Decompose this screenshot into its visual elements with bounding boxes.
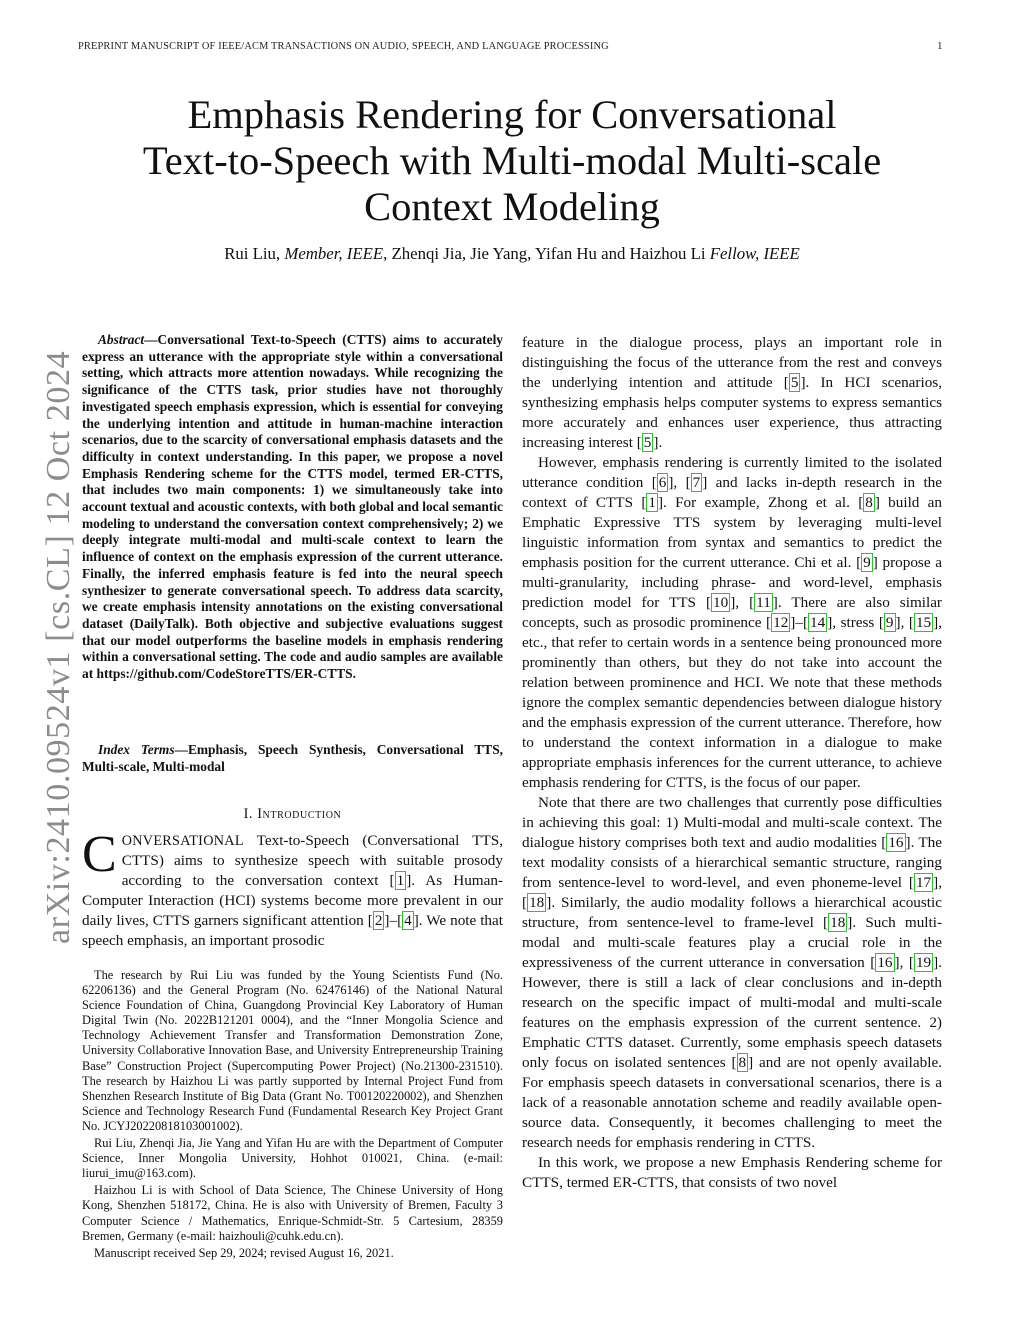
abstract [82,332,503,683]
index-terms-text: —Emphasis, Speech Synthesis, Conversational TTS, Multi-scale, Multi-modal [82,742,503,774]
citation-link[interactable]: 6 [658,474,667,491]
title-line-1: Emphasis Rendering for Conversational [187,92,837,137]
authors-rest: , Zhenqi Jia, Jie Yang, Yifan Hu and Haizhou Li [383,244,706,263]
title-line-3: Context Modeling [364,184,660,229]
paragraph: feature in the dialogue process, plays an important role in distinguishing the focus of the utterance from the rest and conveys the underlying intention and attitude [ 5 ]. In HCI scenarios, synthesizing emphasis helps computer systems to express semantics more accurately and enhances user experience, thus attracting increasing interest [ 5 ]. [522,334,942,451]
citation-link[interactable]: 5 [643,434,652,451]
abstract-label: Abstract [98,332,145,347]
text: . [658,434,663,451]
citation-link[interactable]: 9 [863,554,871,571]
intro-text-b: . As Human-Computer Interaction (HCI) systems become more prevalent in our daily lives, CTTS garners significant attention [82,872,503,929]
abstract-text: —Conversational Text-to-Speech (CTTS) aims to accurately express an utterance with the appropriate style within a conversational setting, which attracts more attention nowadays. While recognizing the significance of the CTTS task, prior studies have not thoroughly investigated speech emphasis expression, which is essential for conveying the underlying intention and attitude in human-machine interaction scenarios, due to the scarcity of conversational emphasis datasets and the difficulty in context understanding. In this paper, we propose a novel Emphasis Rendering scheme for the CTTS model, termed ER-CTTS, that includes two main components: 1) we simultaneously take into account textual and acoustic contexts, with both global and local semantic modeling to understand the conversation context comprehensively; 2) we deeply integrate multi-modal and multi-scale context to learn the influence of context on the emphasis expression of the current utterance. Finally, the inferred emphasis feature is fed into the neural speech synthesizer to generate conversational speech. To address data scarcity, we create emphasis intensity annotations on the existing conversational dataset (DailyTalk). Both objective and subjective evaluations suggest that our model outperforms the baseline models in emphasis rendering within a conversational setting. The code and audio samples are available at https://github.com/CodeStoreTTS/ER-CTTS. [82,332,503,682]
author-1-role: Member, IEEE [284,244,384,263]
intro-smallcaps: ONVERSATIONAL [121,833,244,849]
text: build an Emphatic Expressive TTS system by leveraging multi-level linguistic information from syntax and semantics to predict the emphasis position for the current utterance. Chi et al. [522,494,943,571]
text: , etc., that refer to certain words in a sentence being pronounced more prominently than others, but they do not take into account the relation between prominence and HCI. We note that these methods ignore the complex semantic dependencies between dialogue history and the emphasis expression of the current utterance. Therefore, how to understand the context information in a dialogue to make appropriate emphasis inferences for the current utterance, to achieve emphasis rendering for CTTS, is the focus of our paper. [522,614,942,791]
text: Note that there are two challenges that currently pose difficulties in achieving this goal: 1) Multi-modal and multi-scale context. The dialogue history comprises both text and audio modalities [522,794,942,851]
text: . For example, Zhong et al. [663,494,859,511]
citation-link[interactable]: 2 [374,912,383,929]
text: , [735,594,750,611]
intro-text-a: Text-to-Speech (Conversational TTS, CTTS) aims to synthesize speech with suitable prosody according to the conversation context [121,832,503,889]
citation-link[interactable]: 8 [738,1054,747,1071]
intro-text-d: . We note that speech emphasis, an important prosodic [82,912,503,949]
citation-link[interactable]: 10 [713,594,729,611]
paragraph: Note that there are two challenges that currently pose difficulties in achieving this goal: 1) Multi-modal and multi-scale context. The dialogue history comprises both text and audio modalities [ 16 ]. The text modality consists of a hierarchical semantic structure, ranging from sentence-level to word-level, and even phoneme-level [ 17 ], [ 18 ]. Similarly, the audio modality follows a hierarchical acoustic structure, from sentence-level to frame-level [ 18 ]. Such multi-modal and multi-scale features play a crucial role in the expressiveness of the current utterance in conversation [ 16 ], [ 19 ]. However, there is still a lack of clear conclusions and in-depth research on the specific impact of multi-modal and multi-scale features on the emphasis expression of the current sentence. 2) Emphatic CTTS dataset. Currently, some emphasis speech datasets only focus on isolated sentences [ 8 ] and are not openly available. For emphasis speech datasets in conversational scenarios, there is a lack of a reasonable annotation scheme and readily available open-source data. Consequently, it becomes challenging to meet the research needs for emphasis rendering in CTTS. [522,794,943,1151]
citation-link[interactable]: 5 [790,374,799,391]
citation-link[interactable]: 12 [773,614,789,631]
text: , stress [832,614,879,631]
citation-link[interactable]: 1 [396,872,405,889]
drop-cap: C [82,826,117,883]
last-author-role: Fellow, IEEE [709,244,800,263]
paper-title [100,92,924,230]
intro-text-c: – [389,912,398,929]
text: , [900,614,909,631]
citation-link[interactable]: 4 [404,912,412,929]
section-title: Introduction [257,806,342,822]
text: . The text modality consists of a hierarchical semantic structure, ranging from sentence-level to word-level, and even phoneme-level [522,834,943,891]
index-terms-label: Index Terms [98,742,175,757]
running-header: PREPRINT MANUSCRIPT OF IEEE/ACM TRANSACTIONS ON AUDIO, SPEECH, AND LANGUAGE PROCESSING [78,41,609,52]
citation-link[interactable]: 1 [648,494,656,511]
text: . Such multi-modal and multi-scale features play a crucial role in the expressiveness of the current utterance in conversation [522,914,943,971]
text: However, emphasis rendering is currently limited to the isolated utterance condition [522,454,942,491]
author-list [100,244,924,264]
citation-link[interactable]: 18 [830,914,846,931]
text: and lacks in-depth research in the context of CTTS [522,474,942,511]
text: – [795,614,803,631]
text: . However, there is still a lack of clear conclusions and in-depth research on the specific impact of multi-modal and multi-scale features on the emphasis expression of the current sentence. 2) Emphatic CTTS dataset. Currently, some emphasis speech datasets only focus on isolated sentences [522,954,942,1071]
citation-link[interactable]: 14 [810,614,826,631]
right-column-text [522,333,942,1193]
paragraph: However, emphasis rendering is currently limited to the isolated utterance condition [ 6 ], [ 7 ] and lacks in-depth research in the context of CTTS [ 1 ]. For example, Zhong et al. [ 8 ] build an Emphatic Expressive TTS system by leveraging multi-level linguistic information from syntax and semantics to predict the emphasis position for the current utterance. Chi et al. [ 9 ] propose a multi-granularity, including phrase- and word-level, emphasis prediction model for TTS [ 10 ], [ 11 ]. There are also similar concepts, such as prosodic prominence [ 12 ]–[ 14 ], stress [ 9 ], [ 15 ], etc., that refer to certain words in a sentence being pronounced more prominently than others, but they do not take into account the relation between prominence and HCI. We note that these methods ignore the complex semantic dependencies between dialogue history and the emphasis expression of the current utterance. Therefore, how to understand the context information in a dialogue to make appropriate emphasis inferences for the current utterance, to achieve emphasis rendering for CTTS, is the focus of our paper. [522,454,943,791]
text: . There are also similar concepts, such as prosodic prominence [522,594,942,631]
footnote-manuscript-dates: Manuscript received Sep 29, 2024; revised August 16, 2021. [94,1245,394,1260]
index-terms [82,742,503,775]
citation-link[interactable]: 8 [865,494,873,511]
citation-link[interactable]: 18 [529,894,545,911]
citation-link[interactable]: 11 [756,594,771,611]
arxiv-stamp: arXiv:2410.09524v1 [cs.CL] 12 Oct 2024 [40,350,77,944]
footnotes [82,968,503,1263]
text: , [899,954,909,971]
footnote-affiliation-1: Rui Liu, Zhenqi Jia, Jie Yang and Yifan Hu are with the Department of Computer Science, Inner Mongolia University, Hohhot 010021, China. (e-mail: liurui_imu@163.com). [82,1136,503,1181]
section-heading-introduction [82,806,503,823]
title-line-2: Text-to-Speech with Multi-modal Multi-scale [142,138,882,183]
citation-link[interactable]: 16 [877,954,893,971]
citation-link[interactable]: 15 [915,614,932,631]
author-1: Rui Liu, [224,244,281,263]
citation-link[interactable]: 9 [885,614,894,631]
page-number: 1 [937,40,943,52]
text: feature in the dialogue process, plays an important role in distinguishing the focus of the utterance from the rest and conveys the underlying intention and attitude [522,334,942,391]
text: . Similarly, the audio modality follows a hierarchical acoustic structure, from sentence-level to frame-level [522,894,942,931]
text: . In HCI scenarios, synthesizing emphasis helps computer systems to express semantics more accurately and enhances user experience, thus attracting increasing interest [522,374,942,451]
text: , [938,874,942,891]
citation-link[interactable]: 19 [915,954,932,971]
text: propose a multi-granularity, including phrase- and word-level, emphasis prediction model for TTS [522,554,943,611]
footnote-affiliation-2: Haizhou Li is with School of Data Science, The Chinese University of Hong Kong, Shenzhen 518172, China. He is also with University of Bremen, Faculty 3 Computer Science / Mathematics, Enrique-Schmidt-Str. 5 Cartesium, 28359 Bremen, Germany (e-mail: haizhouli@cuhk.edu.cn). [82,1183,503,1243]
citation-link[interactable]: 7 [692,474,701,491]
text: and are not openly available. For emphasis speech datasets in conversational scenarios, there is a lack of a reasonable annotation scheme and readily available open-source data. Consequently, it becomes challenging to meet the research needs for emphasis rendering in CTTS. [522,1054,942,1151]
section-number: I. [243,806,254,822]
citation-link[interactable]: 17 [915,874,932,891]
citation-link[interactable]: 16 [888,834,904,851]
footnote-funding: The research by Rui Liu was funded by the Young Scientists Fund (No. 62206136) and the General Program (No. 62476146) of the National Natural Science Foundation of China, Guangdong Provincial Key Laboratory of Human Digital Twin (No. 2022B121201 0004), and the “Inner Mongolia Science and Technology Achievement Transfer and Transformation Demonstration Zone, University Collaborative Innovation Base, and University Entrepreneurship Training Base” Construction Project (Supercomputing Power Project) (No.21300-231510). The research by Haizhou Li was partly supported by Internal Project Fund from Shenzhen Research Institute of Big Data (Grant No. T00120220002), and Shenzhen Science and Technology Research Fund (Fundamental Research Key Project Grant No. JCYJ20220818103001002). [82,968,503,1133]
text: , [673,474,686,491]
paragraph: In this work, we propose a new Emphasis Rendering scheme for CTTS, termed ER-CTTS, that consists of two novel [522,1154,942,1191]
intro-paragraph: CONVERSATIONAL Text-to-Speech (Conversational TTS, CTTS) aims to synthesize speech with suitable prosody according to the conversation context [ 1 ]. As Human-Computer Interaction (HCI) systems become more prevalent in our daily lives, CTTS garners significant attention [ 2 ]–[ 4 ]. We note that speech emphasis, an important prosodic [82,826,503,949]
